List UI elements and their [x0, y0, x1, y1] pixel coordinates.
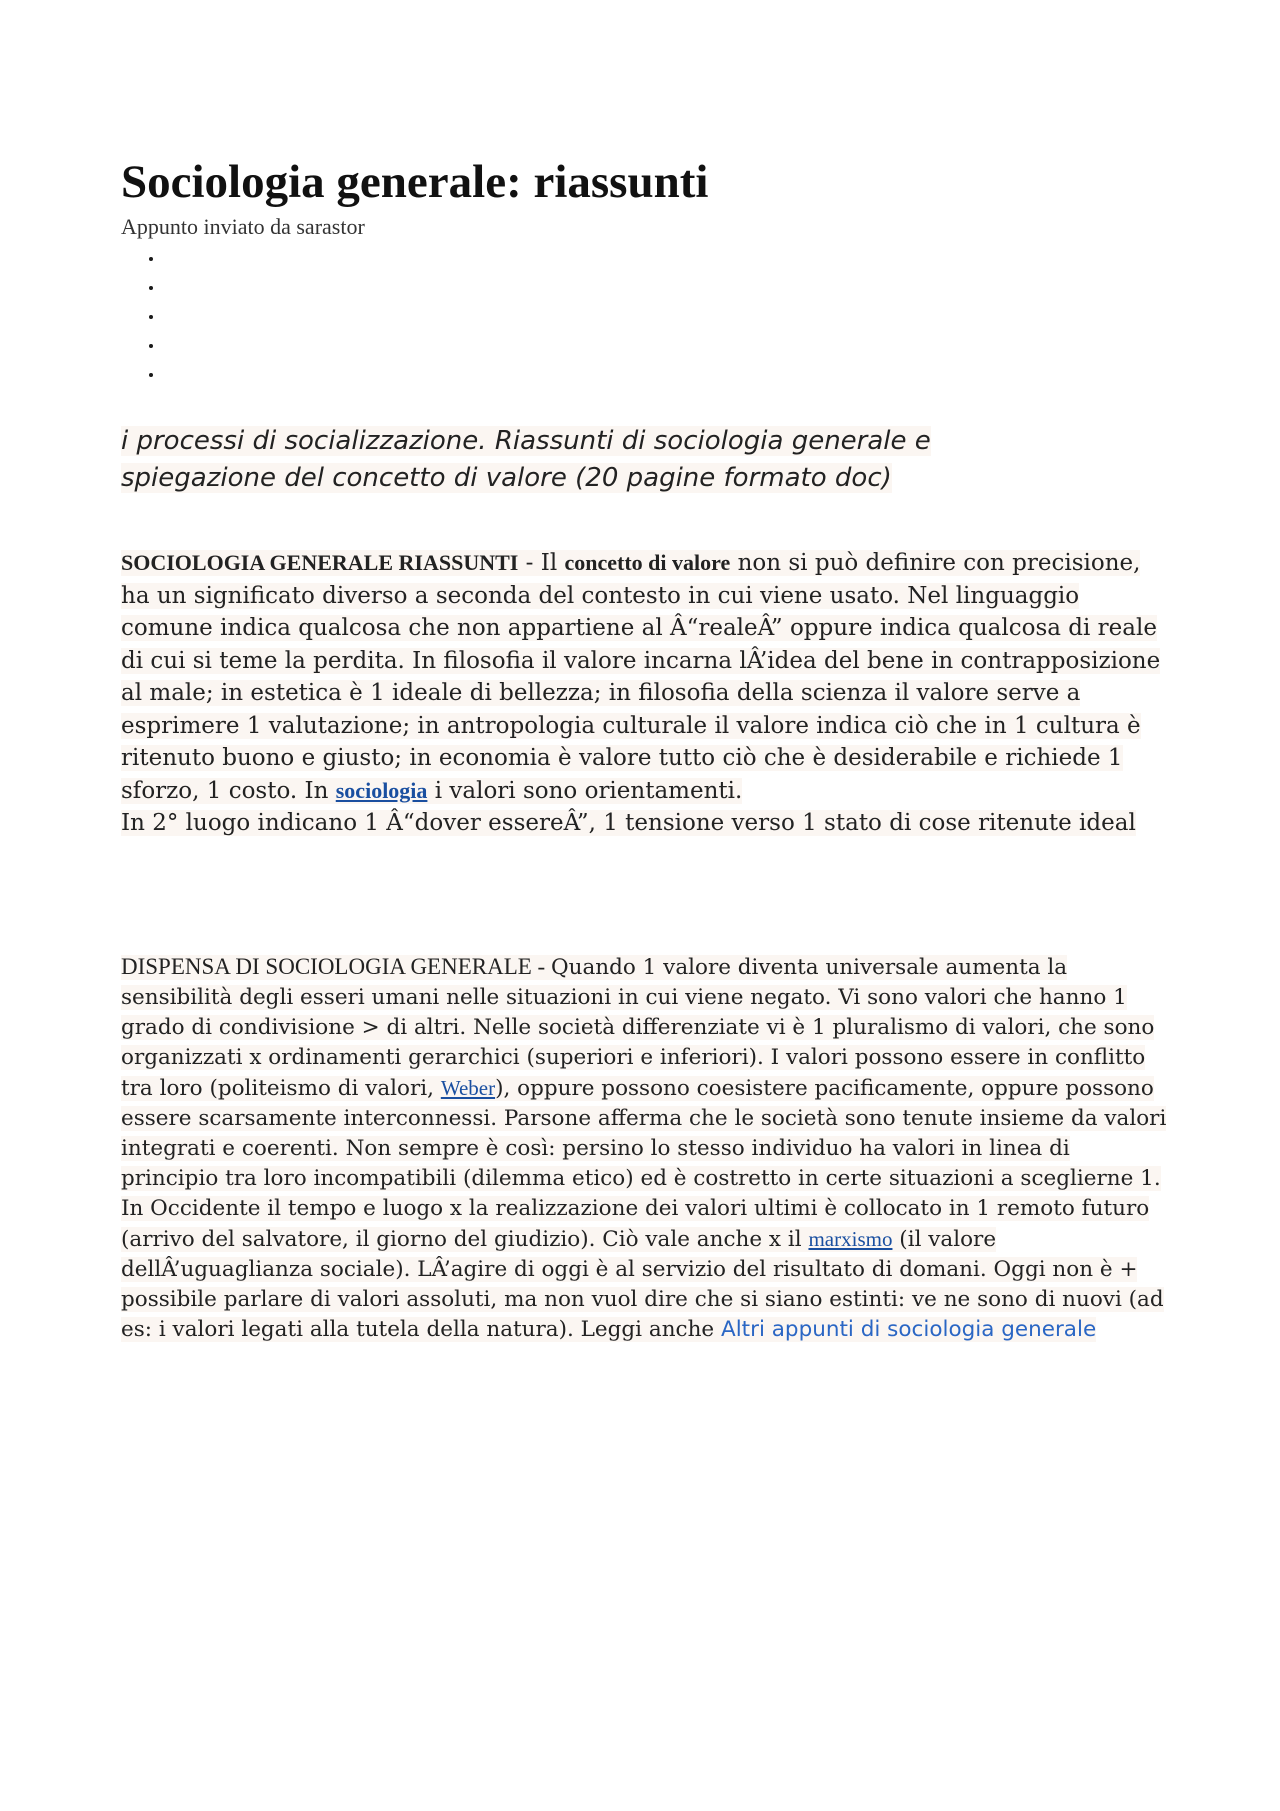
list-item [164, 244, 1171, 273]
list-item [164, 273, 1171, 302]
paragraph-text: Quando 1 valore diventa universale aumenta la sensibilità degli esseri umani nelle situazioni in cui viene negato. Vi sono valori che hanno 1 grado di condivisione > di altri. Nelle società differenziate vi è 1 pluralismo di valori, che sono organizzati x ordinamenti gerarchici (superiori e inferiori). I valori possono essere in conflitto tra loro (politeismo di valori, [121, 954, 1155, 1101]
weber-link[interactable]: Weber [440, 1075, 496, 1100]
page-title: Sociologia generale: riassunti [121, 156, 709, 208]
list-item [164, 302, 1171, 331]
paragraph-text: - Il [518, 550, 565, 576]
paragraph-lead: SOCIOLOGIA GENERALE RIASSUNTI [121, 550, 519, 575]
byline: Appunto inviato da sarastor [121, 214, 365, 239]
sociologia-link[interactable]: sociologia [335, 777, 428, 803]
paragraph-lead: DISPENSA DI SOCIOLOGIA GENERALE - [121, 953, 551, 979]
paragraph-text: (il valore dellÂ’uguaglianza sociale). LÂ’agire di oggi è al servizio del risultato di domani. Oggi non è + possibile parlare di valori assoluti, ma non vuol dire che si siano estinti: ve ne sono di nuovi (ad es: i valori legati alla tutela della natura). Leggi anche [121, 1226, 1164, 1342]
paragraph-text: In 2° luogo indicano 1 Â“dover essereÂ”, 1 tensione verso 1 stato di cose ritenute ideal [121, 810, 1136, 836]
subtitle-line-1: i processi di socializzazione. Riassunti di sociologia generale e [121, 426, 931, 456]
paragraph-text: ), oppure possono coesistere pacificamente, oppure possono essere scarsamente interconnessi. Parsone afferma che le società sono tenute insieme da valori integrati e coerenti. Non sempre è così: persino lo stesso individuo ha valori in linea di principio tra loro incompatibili (dilemma etico) ed è costretto in certe situazioni a sceglierne 1. In Occidente il tempo e luogo x la realizzazione dei valori ultimi è collocato in 1 remoto futuro (arrivo del salvatore, il giorno del giudizio). Ciò vale anche x il [121, 1075, 1167, 1252]
subtitle [121, 423, 1171, 497]
paragraph-riassunti [121, 547, 1171, 840]
paragraph-dispensa [121, 952, 1171, 1345]
list-item [164, 331, 1171, 360]
altri-appunti-link[interactable]: Altri appunti di sociologia generale [721, 1316, 1097, 1342]
marxismo-link[interactable]: marxismo [808, 1226, 893, 1251]
bold-term: concetto di valore [564, 550, 731, 575]
subtitle-line-2: spiegazione del concetto di valore (20 pagine formato doc) [121, 463, 892, 493]
document-page [121, 150, 1171, 1345]
paragraph-text: non si può definire con precisione, ha un significato diverso a seconda del contesto in cui viene usato. Nel linguaggio comune indica qualcosa che non appartiene al Â“realeÂ” oppure indica qualcosa di reale di cui si teme la perdita. In filosofia il valore incarna lÂ’idea del bene in contrapposizione al male; in estetica è 1 ideale di bellezza; in filosofia della scienza il valore serve a esprimere 1 valutazione; in antropologia culturale il valore indica ciò che in 1 cultura è ritenuto buono e giusto; in economia è valore tutto ciò che è desiderabile e richiede 1 sforzo, 1 costo. In [121, 550, 1161, 804]
paragraph-text: i valori sono orientamenti. [427, 777, 743, 804]
list-item [164, 360, 1171, 389]
empty-bullet-list [121, 244, 1171, 389]
